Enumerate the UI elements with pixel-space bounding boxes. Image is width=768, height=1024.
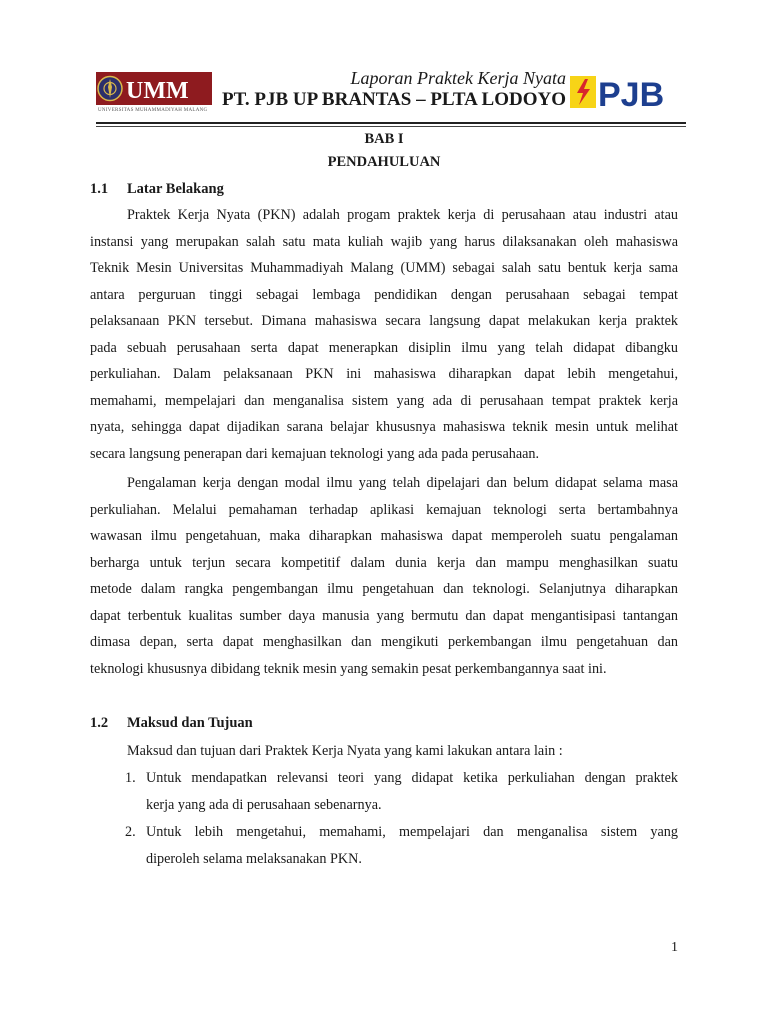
paragraph-line: metode dalam rangka pengembangan ilmu pengetahuan dan teknologi. Selanjutnya diharapkan <box>90 581 678 597</box>
paragraph-line: Maksud dan tujuan dari Praktek Kerja Nyata yang kami lakukan antara lain : <box>127 743 563 759</box>
list-item-1 <box>125 765 678 818</box>
header-rule-thin <box>96 126 686 127</box>
paragraph-line: pelaksanaan PKN tersebut. Dimana mahasiswa secara langsung dapat melakukan kerja praktek <box>90 313 678 329</box>
paragraph-line: dimasa depan, serta dapat menghasilkan dan mengikuti perkembangan ilmu pengetahuan dan <box>90 634 678 650</box>
list-number: 2. <box>125 824 136 840</box>
paragraph-line: Teknik Mesin Universitas Muhammadiyah Malang (UMM) sebagai salah satu bentuk kerja sama <box>90 260 678 276</box>
paragraph-latar-belakang-1 <box>90 202 678 467</box>
paragraph-line: nyata, sehingga dapat dijadikan sarana belajar khususnya mahasiswa teknik mesin untuk melihat <box>90 419 678 435</box>
paragraph-line: secara langsung penerapan dari kemajuan teknologi yang ada pada perusahaan. <box>90 445 540 462</box>
paragraph-line: Praktek Kerja Nyata (PKN) adalah progam praktek kerja di perusahaan atau industri atau <box>127 207 678 223</box>
list-line: diperoleh selama melaksanakan PKN. <box>146 850 362 867</box>
paragraph-line: dapat terbentuk kualitas sumber daya manusia yang bermutu dan dapat mengantisipasi tantangan <box>90 607 678 624</box>
paragraph-latar-belakang-2 <box>90 470 678 682</box>
section-heading-1-1 <box>90 181 224 198</box>
paragraph-line: perkuliahan. Melalui pemahaman terhadap aplikasi kemajuan teknologi serta bertambahnya <box>90 501 678 518</box>
header-rule-thick <box>96 122 686 124</box>
paragraph-line: memahami, mempelajari dan menganalisa sistem yang ada di perusahaan tempat praktek kerja <box>90 392 678 409</box>
list-line: Untuk lebih mengetahui, memahami, mempelajari dan menganalisa sistem yang <box>146 824 678 840</box>
section-number: 1.1 <box>90 181 109 197</box>
page-header <box>96 66 686 124</box>
section-title: Latar Belakang <box>127 181 224 197</box>
pjb-logo-text: PJB <box>598 76 665 112</box>
list-line: kerja yang ada di perusahaan sebenarnya. <box>146 796 382 813</box>
list-item-2 <box>125 819 678 872</box>
paragraph-line: wawasan ilmu pengetahuan, maka diharapkan mahasiswa dapat memperoleh suatu pengalaman <box>90 528 678 544</box>
list-line: Untuk mendapatkan relevansi teori yang didapat ketika perkuliahan dengan praktek <box>146 770 678 786</box>
chapter-label: BAB I <box>364 131 404 147</box>
chapter-title: PENDAHULUAN <box>327 154 441 170</box>
list-number: 1. <box>125 770 136 786</box>
company-name: PT. PJB UP BRANTAS – PLTA LODOYO <box>222 89 566 110</box>
umm-logo-text: UMM <box>126 78 189 104</box>
paragraph-line: instansi yang merupakan salah satu mata kuliah wajib yang harus dilaksanakan oleh mahasiswa <box>90 233 678 250</box>
pjb-logo <box>570 72 686 112</box>
umm-logo <box>96 72 212 112</box>
paragraph-line: perkuliahan. Dalam pelaksanaan PKN ini mahasiswa diharapkan dapat lebih mengetahui, <box>90 366 678 382</box>
section-title: Maksud dan Tujuan <box>127 715 253 731</box>
paragraph-line: Pengalaman kerja dengan modal ilmu yang telah dipelajari dan belum didapat selama masa <box>127 475 678 491</box>
report-title: Laporan Praktek Kerja Nyata <box>350 68 566 88</box>
section-number: 1.2 <box>90 715 109 731</box>
page-number: 1 <box>671 940 678 955</box>
section-heading-1-2 <box>90 715 253 732</box>
paragraph-line: teknologi khususnya dibidang teknik mesin yang semakin pesat perkembangannya saat ini. <box>90 660 607 677</box>
header-text <box>222 68 566 111</box>
umm-logo-subtext: UNIVERSITAS MUHAMMADIYAH MALANG <box>98 108 208 112</box>
paragraph-line: pada sebuah perusahaan serta dapat menerapkan disiplin ilmu yang telah didapat dibangku <box>90 339 678 356</box>
paragraph-line: berharga untuk terjun secara kompetitif dalam dunia kerja dan mampu menghasilkan suatu <box>90 554 678 571</box>
paragraph-line: antara perguruan tinggi sebagai lembaga pendidikan dengan perusahaan sebagai tempat <box>90 286 678 303</box>
paragraph-maksud-intro <box>127 738 678 765</box>
